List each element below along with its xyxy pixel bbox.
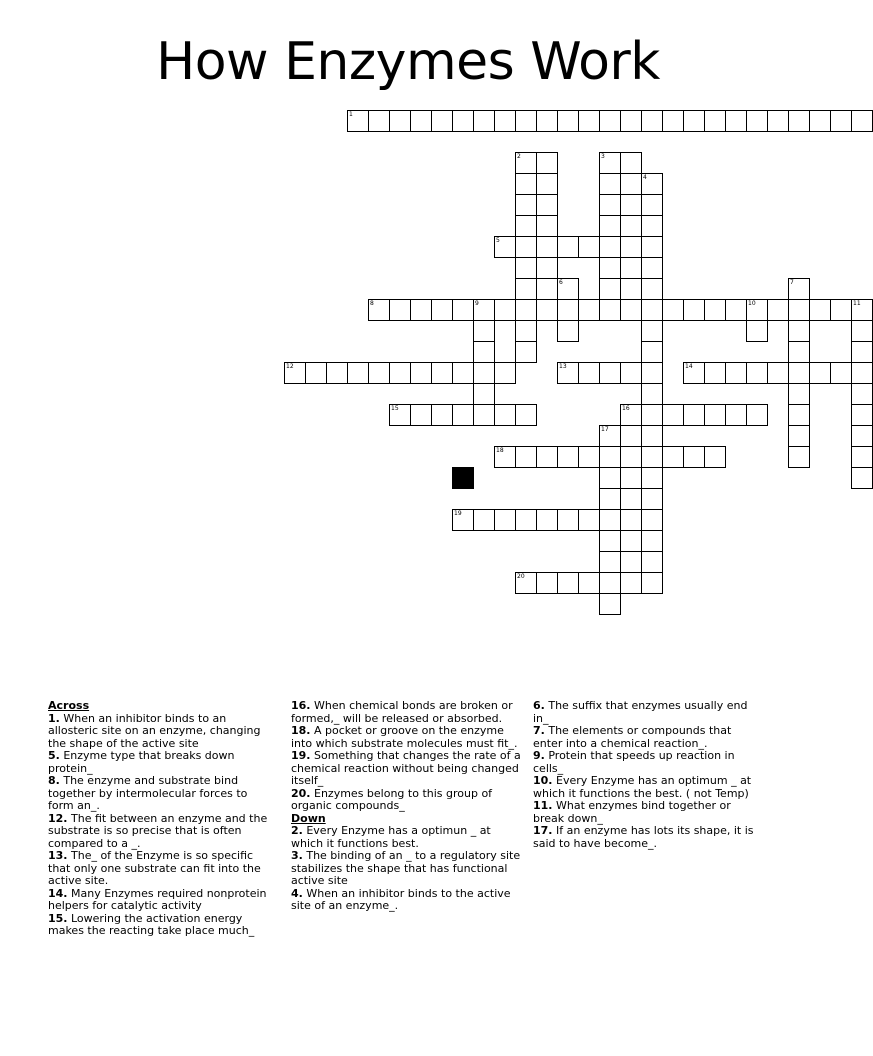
crossword-cell[interactable] [473, 383, 495, 405]
crossword-cell[interactable] [620, 551, 642, 573]
crossword-cell[interactable] [641, 341, 663, 363]
crossword-cell[interactable] [641, 257, 663, 279]
clue-number-label: 3 [601, 153, 605, 160]
clue-number: 16. [291, 699, 311, 712]
crossword-cell[interactable] [641, 446, 663, 468]
clue-text: A pocket or groove on the enzyme into which substrate molecules must fit_. [291, 724, 518, 750]
clue-across-13 [48, 850, 276, 888]
across-heading: Across [48, 699, 90, 712]
crossword-cell[interactable] [704, 110, 726, 132]
clue-number-label: 5 [496, 237, 500, 244]
crossword-cell[interactable] [515, 194, 537, 216]
crossword-cell[interactable] [851, 320, 873, 342]
crossword-cell[interactable] [788, 425, 810, 447]
clues-column-3 [533, 700, 761, 850]
crossword-cell[interactable] [536, 236, 558, 258]
crossword-cell[interactable] [536, 257, 558, 279]
clue-text: Every Enzyme has an optimum _ at which it functions the best. ( not Temp) [533, 774, 752, 800]
crossword-cell[interactable] [410, 362, 432, 384]
crossword-cell[interactable] [515, 320, 537, 342]
crossword-cell[interactable] [515, 110, 537, 132]
crossword-cell[interactable] [620, 236, 642, 258]
clue-number: 8. [48, 774, 60, 787]
crossword-cell[interactable] [368, 362, 390, 384]
crossword-cell[interactable] [368, 299, 390, 321]
crossword-cell[interactable] [473, 362, 495, 384]
crossword-cell[interactable] [851, 425, 873, 447]
crossword-cell[interactable] [410, 299, 432, 321]
crossword-cell[interactable] [389, 299, 411, 321]
clue-across-19 [291, 750, 523, 788]
clue-down-10 [533, 775, 761, 800]
crossword-cell[interactable] [578, 446, 600, 468]
clue-number: 15. [48, 911, 68, 925]
crossword-cell[interactable] [599, 425, 621, 447]
crossword-cell[interactable] [788, 320, 810, 342]
crossword-cell[interactable] [641, 530, 663, 552]
crossword-cell[interactable] [599, 362, 621, 384]
crossword-cell[interactable] [851, 299, 873, 321]
crossword-cell[interactable] [725, 110, 747, 132]
crossword-cell[interactable] [599, 110, 621, 132]
crossword-cell[interactable] [620, 362, 642, 384]
crossword-cell[interactable] [662, 446, 684, 468]
clue-text: Many Enzymes required nonprotein helpers for catalytic activity [48, 886, 267, 912]
crossword-cell[interactable] [620, 278, 642, 300]
crossword-cell[interactable] [515, 215, 537, 237]
crossword-cell[interactable] [620, 152, 642, 174]
crossword-cell[interactable] [704, 299, 726, 321]
crossword-cell[interactable] [830, 299, 852, 321]
crossword-cell[interactable] [473, 110, 495, 132]
crossword-cell[interactable] [851, 362, 873, 384]
clue-across-14 [48, 888, 276, 913]
crossword-cell[interactable] [788, 110, 810, 132]
crossword-cell[interactable] [641, 383, 663, 405]
crossword-cell[interactable] [704, 404, 726, 426]
crossword-cell[interactable] [515, 446, 537, 468]
crossword-cell[interactable] [515, 173, 537, 195]
crossword-cell[interactable] [368, 110, 390, 132]
crossword-cell[interactable] [557, 299, 579, 321]
clue-number-label: 18 [496, 447, 504, 454]
crossword-cell[interactable] [851, 446, 873, 468]
crossword-cell[interactable] [788, 404, 810, 426]
crossword-cell[interactable] [431, 110, 453, 132]
crossword-cell[interactable] [746, 110, 768, 132]
crossword-cell[interactable] [578, 299, 600, 321]
crossword-cell[interactable] [851, 110, 873, 132]
crossword-cell[interactable] [431, 362, 453, 384]
crossword-cell[interactable] [452, 299, 474, 321]
crossword-cell[interactable] [410, 110, 432, 132]
crossword-cell[interactable] [599, 593, 621, 615]
crossword-cell[interactable] [515, 278, 537, 300]
crossword-cell[interactable] [641, 236, 663, 258]
crossword-cell[interactable] [641, 110, 663, 132]
crossword-cell[interactable] [452, 404, 474, 426]
crossword-cell[interactable] [830, 110, 852, 132]
crossword-cell[interactable] [851, 383, 873, 405]
clue-across-20 [291, 788, 523, 813]
crossword-cell[interactable] [452, 509, 474, 531]
crossword-cell[interactable] [599, 551, 621, 573]
crossword-cell[interactable] [767, 362, 789, 384]
clue-number: 10. [533, 774, 553, 787]
clue-text: Something that changes the rate of a chemical reaction without being changed itself_ [291, 749, 521, 787]
crossword-cell[interactable] [536, 194, 558, 216]
clue-number: 18. [291, 724, 311, 737]
crossword-cell[interactable] [578, 362, 600, 384]
crossword-cell[interactable] [536, 152, 558, 174]
clue-number-label: 17 [601, 426, 609, 433]
clue-across-16 [291, 700, 523, 725]
clues-section [48, 700, 778, 960]
crossword-cell[interactable] [557, 278, 579, 300]
crossword-cell[interactable] [578, 110, 600, 132]
crossword-cell[interactable] [536, 110, 558, 132]
clue-across-15 [48, 913, 276, 938]
crossword-cell[interactable] [515, 299, 537, 321]
crossword-cell[interactable] [389, 110, 411, 132]
crossword-cell[interactable] [410, 404, 432, 426]
clue-number-label: 1 [349, 111, 353, 118]
clue-text: The binding of an _ to a regulatory site stabilizes the shape that has functional active site [291, 849, 521, 887]
clue-number-label: 8 [370, 300, 374, 307]
clue-across-12 [48, 813, 276, 851]
crossword-cell[interactable] [620, 530, 642, 552]
crossword-cell[interactable] [557, 509, 579, 531]
crossword-cell[interactable] [515, 152, 537, 174]
clue-text: The_ of the Enzyme is so specific that only one substrate can fit into the active site. [48, 849, 261, 887]
clue-across-5 [48, 750, 276, 775]
crossword-cell[interactable] [473, 341, 495, 363]
crossword-cell[interactable] [515, 572, 537, 594]
clue-down-9 [533, 750, 761, 775]
crossword-cell[interactable] [788, 383, 810, 405]
crossword-cell[interactable] [620, 446, 642, 468]
crossword-cell[interactable] [641, 572, 663, 594]
clue-text: When an inhibitor binds to an allosteric site on an enzyme, changing the shape of the active site [48, 711, 261, 750]
clue-number: 11. [533, 799, 553, 812]
crossword-cell[interactable] [683, 404, 705, 426]
clue-text: Lowering the activation energy makes the reacting take place much_ [48, 911, 255, 937]
crossword-cell[interactable] [599, 173, 621, 195]
clue-number: 13. [48, 849, 68, 862]
crossword-cell[interactable] [662, 404, 684, 426]
crossword-cell[interactable] [536, 173, 558, 195]
crossword-cell[interactable] [557, 236, 579, 258]
crossword-cell[interactable] [620, 467, 642, 489]
clue-across-8 [48, 775, 276, 813]
crossword-cell[interactable] [620, 572, 642, 594]
crossword-cell[interactable] [641, 362, 663, 384]
crossword-cell[interactable] [809, 362, 831, 384]
clue-number-label: 6 [559, 279, 563, 286]
crossword-cell[interactable] [536, 572, 558, 594]
crossword-cell[interactable] [494, 362, 516, 384]
crossword-cell[interactable] [725, 404, 747, 426]
clue-down-3 [291, 850, 523, 888]
crossword-cell[interactable] [389, 362, 411, 384]
crossword-cell[interactable] [767, 299, 789, 321]
crossword-cell[interactable] [683, 446, 705, 468]
clues-column-2 [291, 700, 523, 913]
crossword-cell[interactable] [809, 110, 831, 132]
crossword-cell[interactable] [473, 404, 495, 426]
clue-text: Protein that speeds up reaction in cells_ [533, 749, 735, 775]
crossword-cell[interactable] [788, 341, 810, 363]
crossword-cell[interactable] [725, 299, 747, 321]
crossword-cell[interactable] [641, 467, 663, 489]
crossword-cell[interactable] [725, 362, 747, 384]
crossword-cell[interactable] [620, 194, 642, 216]
crossword-cell[interactable] [704, 362, 726, 384]
crossword-cell[interactable] [599, 509, 621, 531]
crossword-cell[interactable] [851, 467, 873, 489]
clue-down-7 [533, 725, 761, 750]
crossword-cell[interactable] [557, 446, 579, 468]
crossword-cell[interactable] [326, 362, 348, 384]
crossword-cell[interactable] [767, 110, 789, 132]
clue-number-label: 11 [853, 300, 861, 307]
crossword-cell[interactable] [641, 215, 663, 237]
clue-number: 6. [533, 699, 545, 712]
clue-number: 14. [48, 886, 68, 900]
crossword-cell[interactable] [557, 320, 579, 342]
clue-number-label: 10 [748, 300, 756, 307]
crossword-cell[interactable] [641, 404, 663, 426]
clue-number-label: 7 [790, 279, 794, 286]
crossword-cell[interactable] [452, 110, 474, 132]
clue-down-17 [533, 825, 761, 850]
clue-number-label: 9 [475, 300, 479, 307]
crossword-cell[interactable] [515, 236, 537, 258]
crossword-cell[interactable] [452, 362, 474, 384]
clue-text: What enzymes bind together or break down_ [533, 799, 731, 825]
crossword-cell[interactable] [641, 173, 663, 195]
clue-text: When an inhibitor binds to the active site of an enzyme_. [291, 886, 511, 912]
crossword-cell[interactable] [284, 362, 306, 384]
clue-number: 2. [291, 824, 303, 837]
crossword-cell[interactable] [347, 362, 369, 384]
crossword-cell[interactable] [683, 299, 705, 321]
clue-text: Every Enzyme has a optimun _ at which it functions best. [291, 824, 491, 850]
crossword-cell[interactable] [620, 509, 642, 531]
crossword-cell[interactable] [494, 299, 516, 321]
crossword-cell[interactable] [641, 488, 663, 510]
crossword-cell[interactable] [599, 152, 621, 174]
clue-number-label: 4 [643, 174, 647, 181]
crossword-cell[interactable] [788, 299, 810, 321]
clue-number: 7. [533, 724, 545, 737]
crossword-cell[interactable] [620, 257, 642, 279]
crossword-cell[interactable] [473, 509, 495, 531]
crossword-cell[interactable] [620, 173, 642, 195]
clue-text: Enzymes belong to this group of organic compounds_ [291, 786, 493, 812]
crossword-cell[interactable] [305, 362, 327, 384]
clue-down-11 [533, 800, 761, 825]
clue-number-label: 12 [286, 363, 294, 370]
crossword-cell[interactable] [788, 278, 810, 300]
crossword-cell[interactable] [641, 425, 663, 447]
crossword-cell[interactable] [830, 362, 852, 384]
crossword-cell[interactable] [662, 110, 684, 132]
clue-number-label: 2 [517, 153, 521, 160]
clue-number-label: 15 [391, 405, 399, 412]
crossword-cell[interactable] [620, 425, 642, 447]
crossword-cell[interactable] [431, 299, 453, 321]
crossword-cell[interactable] [494, 446, 516, 468]
crossword-cell[interactable] [578, 236, 600, 258]
crossword-cell[interactable] [599, 257, 621, 279]
crossword-cell[interactable] [557, 572, 579, 594]
crossword-cell[interactable] [599, 236, 621, 258]
crossword-cell[interactable] [515, 341, 537, 363]
crossword-cell[interactable] [494, 509, 516, 531]
clue-number: 9. [533, 749, 545, 762]
crossword-cell[interactable] [620, 110, 642, 132]
clue-text: The elements or compounds that enter into a chemical reaction_. [533, 724, 732, 750]
crossword-cell[interactable] [599, 467, 621, 489]
clue-number-label: 19 [454, 510, 462, 517]
crossword-cell[interactable] [641, 320, 663, 342]
crossword-cell[interactable] [809, 299, 831, 321]
crossword-cell[interactable] [578, 509, 600, 531]
crossword-cell[interactable] [620, 299, 642, 321]
clue-number-label: 16 [622, 405, 630, 412]
clue-down-4 [291, 888, 523, 913]
crossword-cell[interactable] [620, 215, 642, 237]
clue-number: 12. [48, 811, 68, 825]
crossword-cell[interactable] [641, 509, 663, 531]
crossword-cell[interactable] [704, 446, 726, 468]
crossword-cell[interactable] [683, 362, 705, 384]
down-heading: Down [291, 811, 326, 825]
crossword-cell[interactable] [746, 299, 768, 321]
clue-number: 3. [291, 849, 303, 862]
crossword-cell[interactable] [578, 572, 600, 594]
crossword-cell[interactable] [473, 299, 495, 321]
crossword-cell[interactable] [473, 320, 495, 342]
clue-number-label: 20 [517, 573, 525, 580]
clue-across-1 [48, 713, 276, 751]
crossword-cell[interactable] [599, 530, 621, 552]
crossword-cell[interactable] [536, 509, 558, 531]
crossword-cell-black [452, 467, 474, 489]
clues-column-1 [48, 700, 276, 938]
crossword-cell[interactable] [746, 362, 768, 384]
crossword-cell[interactable] [536, 446, 558, 468]
crossword-cell[interactable] [641, 551, 663, 573]
crossword-cell[interactable] [641, 278, 663, 300]
crossword-cell[interactable] [557, 110, 579, 132]
clue-text: Enzyme type that breaks down protein_ [48, 749, 235, 775]
crossword-cell[interactable] [620, 404, 642, 426]
crossword-cell[interactable] [788, 362, 810, 384]
crossword-cell[interactable] [788, 446, 810, 468]
crossword-cell[interactable] [494, 110, 516, 132]
crossword-cell[interactable] [494, 404, 516, 426]
crossword-cell[interactable] [599, 572, 621, 594]
crossword-cell[interactable] [620, 488, 642, 510]
clue-number-label: 13 [559, 363, 567, 370]
clue-across-18 [291, 725, 523, 750]
clue-down-6 [533, 700, 761, 725]
clue-text: If an enzyme has lots its shape, it is said to have become_. [533, 824, 754, 850]
crossword-cell[interactable] [599, 215, 621, 237]
crossword-cell[interactable] [641, 299, 663, 321]
crossword-cell[interactable] [851, 341, 873, 363]
clue-number: 20. [291, 786, 311, 800]
crossword-cell[interactable] [557, 362, 579, 384]
crossword-cell[interactable] [347, 110, 369, 132]
clue-down-2 [291, 825, 523, 850]
crossword-cell[interactable] [599, 446, 621, 468]
crossword-cell[interactable] [641, 194, 663, 216]
crossword-cell[interactable] [683, 110, 705, 132]
clue-number: 5. [48, 749, 60, 762]
crossword-cell[interactable] [599, 194, 621, 216]
crossword-cell[interactable] [536, 299, 558, 321]
crossword-cell[interactable] [746, 320, 768, 342]
page-title: How Enzymes Work [156, 32, 660, 92]
crossword-cell[interactable] [389, 404, 411, 426]
clue-text: When chemical bonds are broken or formed,_ will be released or absorbed. [291, 699, 513, 725]
crossword-cell[interactable] [431, 404, 453, 426]
crossword-cell[interactable] [515, 509, 537, 531]
clue-number: 17. [533, 824, 553, 837]
clue-text: The enzyme and substrate bind together by intermolecular forces to form an_. [48, 774, 248, 812]
clue-number: 4. [291, 886, 303, 900]
crossword-cell[interactable] [851, 404, 873, 426]
clue-text: The fit between an enzyme and the substrate is so precise that is often compared to a _. [48, 811, 268, 850]
clue-text: The suffix that enzymes usually end in_ [533, 699, 748, 725]
crossword-cell[interactable] [746, 404, 768, 426]
clue-number: 1. [48, 711, 60, 725]
crossword-cell[interactable] [599, 488, 621, 510]
crossword-cell[interactable] [599, 278, 621, 300]
clue-number: 19. [291, 749, 311, 762]
crossword-cell[interactable] [515, 404, 537, 426]
crossword-cell[interactable] [599, 299, 621, 321]
crossword-cell[interactable] [494, 236, 516, 258]
clue-number-label: 14 [685, 363, 693, 370]
crossword-cell[interactable] [515, 257, 537, 279]
crossword-cell[interactable] [536, 215, 558, 237]
crossword-cell[interactable] [662, 299, 684, 321]
